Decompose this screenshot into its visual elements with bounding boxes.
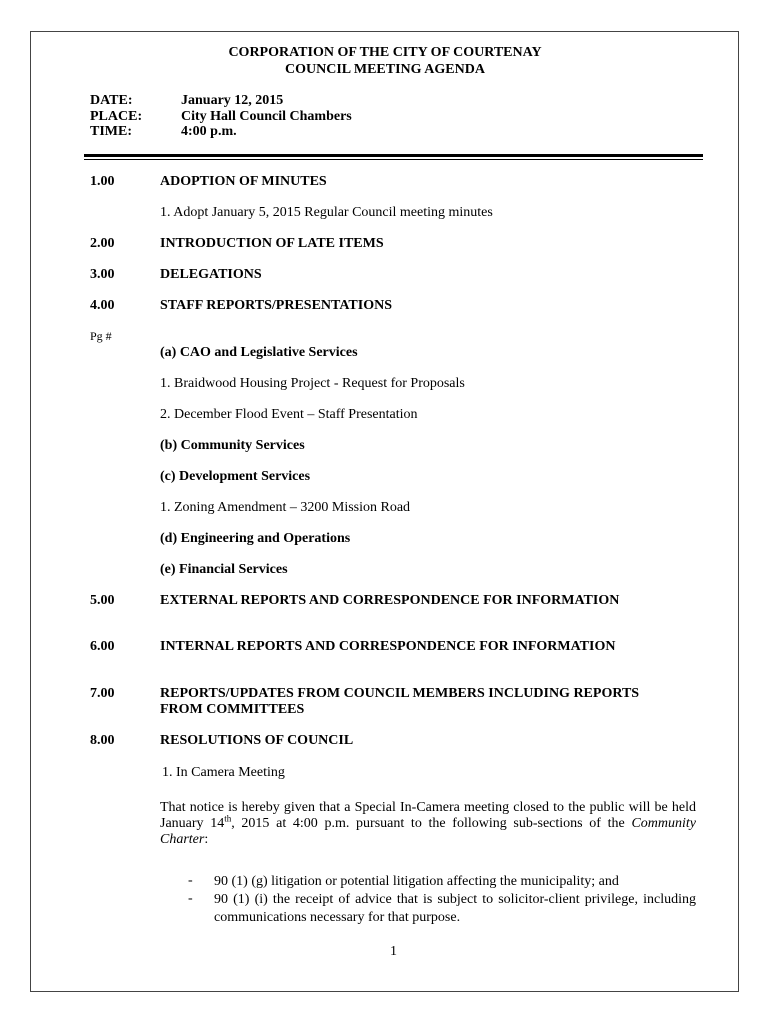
section-2-title: INTRODUCTION OF LATE ITEMS — [160, 236, 384, 251]
time-label: TIME: — [90, 124, 132, 139]
section-1-title: ADOPTION OF MINUTES — [160, 174, 327, 189]
subsection-b-title: (b) Community Services — [160, 438, 305, 453]
notice-text-end: : — [204, 832, 209, 847]
section-6-number: 6.00 — [90, 639, 115, 654]
section-3-number: 3.00 — [90, 267, 115, 282]
section-6-title: INTERNAL REPORTS AND CORRESPONDENCE FOR INFORMATION — [160, 639, 616, 654]
bullet-dash-1: - — [188, 873, 193, 888]
community-charter-reference: Community Charter — [160, 816, 697, 847]
notice-ordinal-suffix: th — [224, 813, 232, 824]
subsection-d-title: (d) Engineering and Operations — [160, 531, 351, 546]
agenda-title: COUNCIL MEETING AGENDA — [285, 62, 485, 77]
subsection-a-title: (a) CAO and Legislative Services — [160, 345, 358, 360]
page-number: 1 — [390, 944, 397, 959]
notice-text-part-2: , 2015 at 4:00 p.m. pursuant to the following sub-sections of the — [231, 816, 632, 831]
page-number-column-label: Pg # — [90, 329, 112, 343]
in-camera-notice-paragraph — [160, 800, 696, 848]
section-4-number: 4.00 — [90, 298, 115, 313]
section-4-title: STAFF REPORTS/PRESENTATIONS — [160, 298, 392, 313]
subsection-a-item-2: 2. December Flood Event – Staff Presentation — [160, 407, 418, 422]
header-rule-thin — [84, 159, 703, 160]
section-8-number: 8.00 — [90, 733, 115, 748]
section-1-item-1: 1. Adopt January 5, 2015 Regular Council meeting minutes — [160, 205, 493, 220]
date-label: DATE: — [90, 93, 133, 108]
subsection-a-item-1: 1. Braidwood Housing Project - Request for Proposals — [160, 376, 465, 391]
bullet-dash-2: - — [188, 891, 193, 906]
section-7-title-line-2: FROM COMMITTEES — [160, 702, 305, 717]
section-5-title: EXTERNAL REPORTS AND CORRESPONDENCE FOR INFORMATION — [160, 593, 620, 608]
org-title: CORPORATION OF THE CITY OF COURTENAY — [228, 45, 542, 60]
section-8-title: RESOLUTIONS OF COUNCIL — [160, 733, 354, 748]
place-value: City Hall Council Chambers — [181, 109, 352, 124]
date-value: January 12, 2015 — [181, 93, 284, 108]
section-7-number: 7.00 — [90, 686, 115, 701]
section-1-number: 1.00 — [90, 174, 115, 189]
section-2-number: 2.00 — [90, 236, 115, 251]
section-8-item-1: 1. In Camera Meeting — [162, 765, 285, 780]
header-rule-thick — [84, 154, 703, 157]
section-3-title: DELEGATIONS — [160, 267, 262, 282]
notice-text-part-1: That notice is hereby given that a Special In-Camera meeting closed to the public will be held January 14 — [160, 800, 696, 831]
time-value: 4:00 p.m. — [181, 124, 237, 139]
subsection-c-title: (c) Development Services — [160, 469, 311, 484]
subsection-e-title: (e) Financial Services — [160, 562, 288, 577]
bullet-item-1: 90 (1) (g) litigation or potential litigation affecting the municipality; and — [214, 874, 619, 889]
bullet-item-2: 90 (1) (i) the receipt of advice that is subject to solicitor-client privilege, including communications necessary for that purpose. — [214, 892, 696, 925]
section-7-title-line-1: REPORTS/UPDATES FROM COUNCIL MEMBERS INCLUDING REPORTS — [160, 686, 640, 701]
subsection-c-item-1: 1. Zoning Amendment – 3200 Mission Road — [160, 500, 411, 515]
section-5-number: 5.00 — [90, 593, 115, 608]
place-label: PLACE: — [90, 109, 143, 124]
